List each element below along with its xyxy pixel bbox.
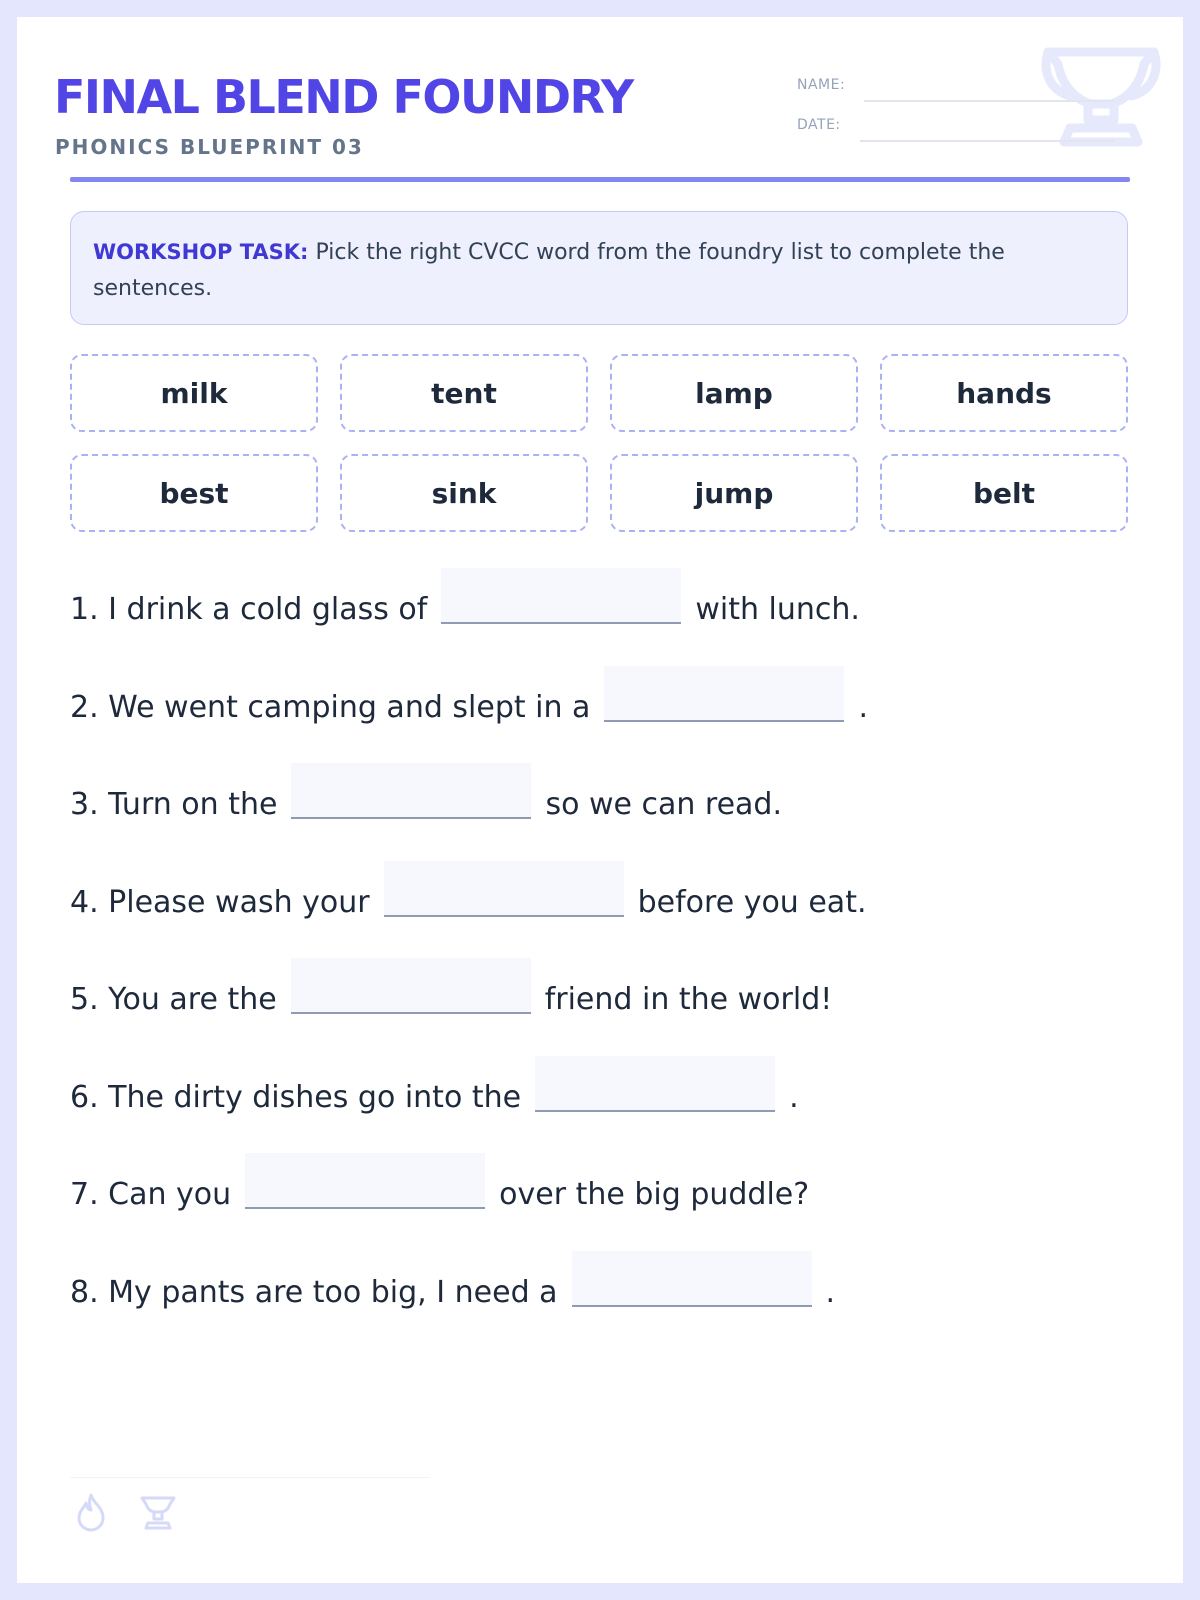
sentence-item bbox=[70, 1253, 835, 1313]
word-card[interactable]: belt bbox=[880, 454, 1128, 532]
word-card[interactable]: milk bbox=[70, 354, 318, 432]
sentence-end: friend in the world! bbox=[544, 982, 833, 1017]
word-card[interactable]: jump bbox=[610, 454, 858, 532]
word-card[interactable]: hands bbox=[880, 354, 1128, 432]
sentence-item bbox=[70, 1155, 809, 1215]
sentence-end: . bbox=[825, 1275, 836, 1310]
sentence-item bbox=[70, 1058, 799, 1118]
answer-blank[interactable] bbox=[441, 568, 681, 624]
task-label: WORKSHOP TASK: bbox=[93, 240, 309, 264]
sentence-end: . bbox=[858, 690, 868, 725]
footer-divider bbox=[70, 1477, 430, 1478]
sentence-item bbox=[70, 765, 782, 825]
sentence-start: 5. You are the bbox=[70, 982, 277, 1017]
answer-blank[interactable] bbox=[291, 763, 531, 819]
word-card[interactable]: best bbox=[70, 454, 318, 532]
header-rule bbox=[70, 177, 1130, 182]
sentence-start: 6. The dirty dishes go into the bbox=[70, 1080, 522, 1115]
page-subtitle: PHONICS BLUEPRINT 03 bbox=[55, 135, 364, 159]
sentence-end: so we can read. bbox=[545, 787, 783, 822]
task-instructions bbox=[70, 211, 1128, 325]
sentence-start: 1. I drink a cold glass of bbox=[70, 592, 428, 627]
anvil-icon bbox=[138, 1492, 178, 1532]
answer-blank[interactable] bbox=[245, 1153, 485, 1209]
sentence-item bbox=[70, 960, 832, 1020]
worksheet-header bbox=[54, 52, 1130, 182]
flame-icon bbox=[74, 1492, 108, 1532]
sentence-end: over the big puddle? bbox=[499, 1177, 810, 1212]
name-label: NAME: bbox=[797, 77, 846, 93]
sentence-start: 3. Turn on the bbox=[70, 787, 278, 822]
word-card[interactable]: lamp bbox=[610, 354, 858, 432]
footer-icons bbox=[74, 1492, 178, 1532]
sentence-start: 2. We went camping and slept in a bbox=[70, 690, 591, 725]
sentence-item bbox=[70, 570, 860, 630]
answer-blank[interactable] bbox=[291, 958, 531, 1014]
name-field[interactable] bbox=[864, 100, 1114, 102]
sentence-start: 8. My pants are too big, I need a bbox=[70, 1275, 558, 1310]
sentence-item bbox=[70, 668, 868, 728]
answer-blank[interactable] bbox=[535, 1056, 775, 1112]
answer-blank[interactable] bbox=[572, 1251, 812, 1307]
sentence-end: before you eat. bbox=[637, 885, 867, 920]
answer-blank[interactable] bbox=[604, 666, 844, 722]
page-title: FINAL BLEND FOUNDRY bbox=[54, 70, 633, 124]
sentence-end: . bbox=[789, 1080, 799, 1115]
sentence-start: 7. Can you bbox=[70, 1177, 232, 1212]
answer-blank[interactable] bbox=[384, 861, 624, 917]
date-label: DATE: bbox=[797, 117, 841, 133]
task-text: Pick the right CVCC word from the foundry list to complete the sentences. bbox=[93, 240, 1005, 301]
date-field[interactable] bbox=[860, 140, 1114, 142]
word-card[interactable]: sink bbox=[340, 454, 588, 532]
sentence-end: with lunch. bbox=[695, 592, 860, 627]
sentence-start: 4. Please wash your bbox=[70, 885, 370, 920]
sentence-item bbox=[70, 863, 867, 923]
word-card[interactable]: tent bbox=[340, 354, 588, 432]
word-bank bbox=[70, 354, 1130, 534]
